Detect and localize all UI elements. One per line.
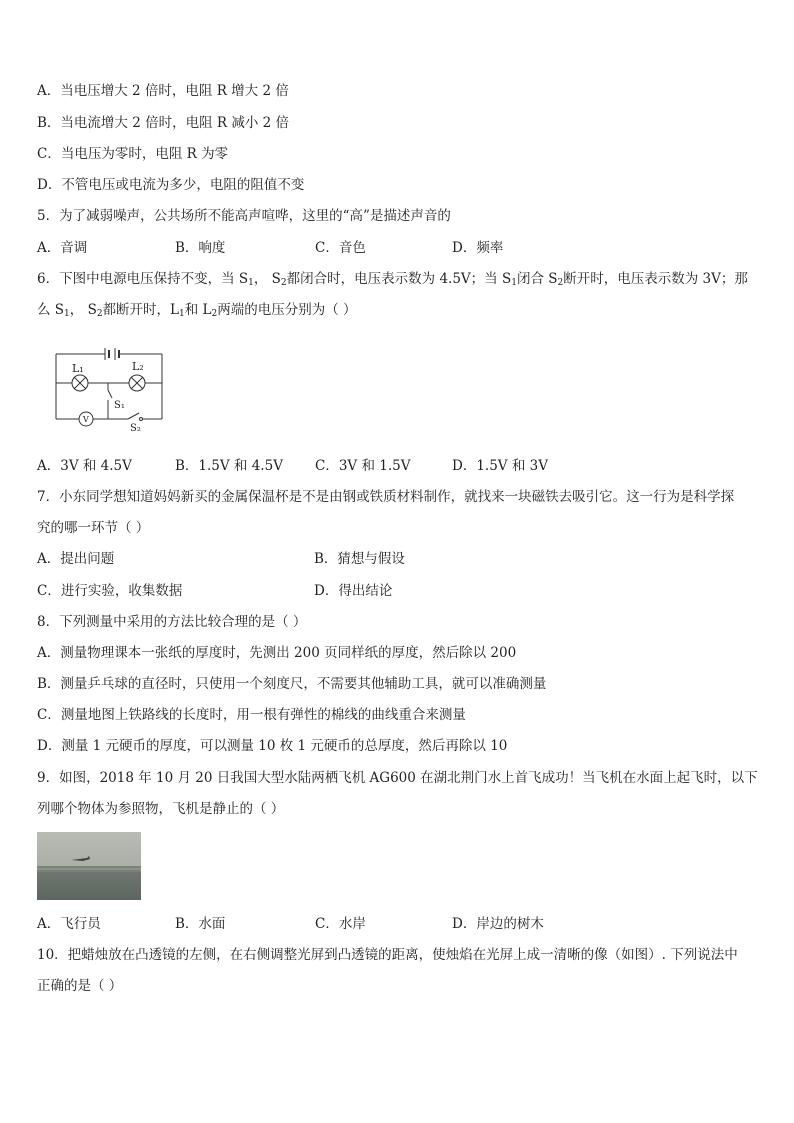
q6-option-c: C．3V 和 1.5V xyxy=(315,458,411,474)
q6-option-b: B．1.5V 和 4.5V xyxy=(175,458,283,474)
lamp1-label: L₁ xyxy=(72,362,84,375)
q5-option-b: B．响度 xyxy=(175,240,226,256)
q7-stem-line1: 7．小东同学想知道妈妈新买的金属保温杯是不是由钢或铁质材料制作，就找来一块磁铁去吸引它。这一行为是科学探 xyxy=(37,489,735,505)
q4-option-a: A．当电压增大 2 倍时，电阻 R 增大 2 倍 xyxy=(37,83,289,99)
circuit-diagram xyxy=(50,342,168,432)
q7-stem-line2: 究的哪一环节（ ） xyxy=(37,520,150,536)
switch2-label: S₂ xyxy=(130,423,141,432)
q4-option-d: D．不管电压或电流为多少，电阻的阻值不变 xyxy=(37,177,305,193)
q6-option-d: D．1.5V 和 3V xyxy=(452,458,548,474)
q5-option-a: A．音调 xyxy=(37,240,88,256)
q7-option-c: C．进行实验，收集数据 xyxy=(37,583,183,599)
q8-option-c: C．测量地图上铁路线的长度时，用一根有弹性的棉线的曲线重合来测量 xyxy=(37,707,466,723)
lamp2-label: L₂ xyxy=(132,360,144,373)
q7-option-b: B．猜想与假设 xyxy=(314,551,405,567)
q9-option-b: B．水面 xyxy=(175,916,226,932)
q6-stem-line1: 6．下图中电源电压保持不变，当 $S_1$， $S_2$都闭合时，电压表示数为 4.5V；当 $S_1$闭合 $S_2$断开时，电压表示数为 3V；那 xyxy=(37,271,748,288)
switch1-label: S₁ xyxy=(114,400,125,411)
q8-option-d: D．测量 1 元硬币的厚度，可以测量 10 枚 1 元硬币的总厚度，然后再除以 10 xyxy=(37,738,508,754)
q9-stem-line1: 9．如图，2018 年 10 月 20 日我国大型水陆两栖飞机 AG600 在湖北荆门水上首飞成功！当飞机在水面上起飞时，以下 xyxy=(37,770,758,786)
q8-option-b: B．测量乒乓球的直径时，只使用一个刻度尺，不需要其他辅助工具，就可以准确测量 xyxy=(37,676,547,692)
q4-option-c: C．当电压为零时，电阻 R 为零 xyxy=(37,146,229,162)
seaplane-photo xyxy=(37,832,141,900)
q10-stem-line1: 10．把蜡烛放在凸透镜的左侧，在右侧调整光屏到凸透镜的距离，使烛焰在光屏上成一清晰的像（如图）. 下列说法中 xyxy=(37,947,738,963)
q5-stem: 5．为了减弱噪声，公共场所不能高声喧哗，这里的“高”是描述声音的 xyxy=(37,208,451,224)
q8-option-a: A．测量物理课本一张纸的厚度时，先测出 200 页同样纸的厚度，然后除以 200 xyxy=(37,645,517,661)
q9-option-a: A．飞行员 xyxy=(37,916,101,932)
q5-option-c: C．音色 xyxy=(315,240,366,256)
q9-option-d: D．岸边的树木 xyxy=(452,916,544,932)
q9-stem-line2: 列哪个物体为参照物，飞机是静止的（ ） xyxy=(37,801,285,817)
seaplane-photo-image xyxy=(37,832,141,900)
q8-stem: 8．下列测量中采用的方法比较合理的是（ ） xyxy=(37,614,307,630)
q9-option-c: C．水岸 xyxy=(315,916,366,932)
q6-option-a: A．3V 和 4.5V xyxy=(37,458,132,474)
q7-option-d: D．得出结论 xyxy=(314,583,393,599)
q5-option-d: D．频率 xyxy=(452,240,504,256)
q4-option-b: B．当电流增大 2 倍时，电阻 R 减小 2 倍 xyxy=(37,115,290,131)
q6-stem-line2: 么 $S_1$， $S_2$都断开时，$L_1$和 $L_2$两端的电压分别为（ ） xyxy=(37,302,357,319)
q7-option-a: A．提出问题 xyxy=(37,551,115,567)
q10-stem-line2: 正确的是（ ） xyxy=(37,978,123,994)
voltmeter-label: V xyxy=(83,415,89,424)
